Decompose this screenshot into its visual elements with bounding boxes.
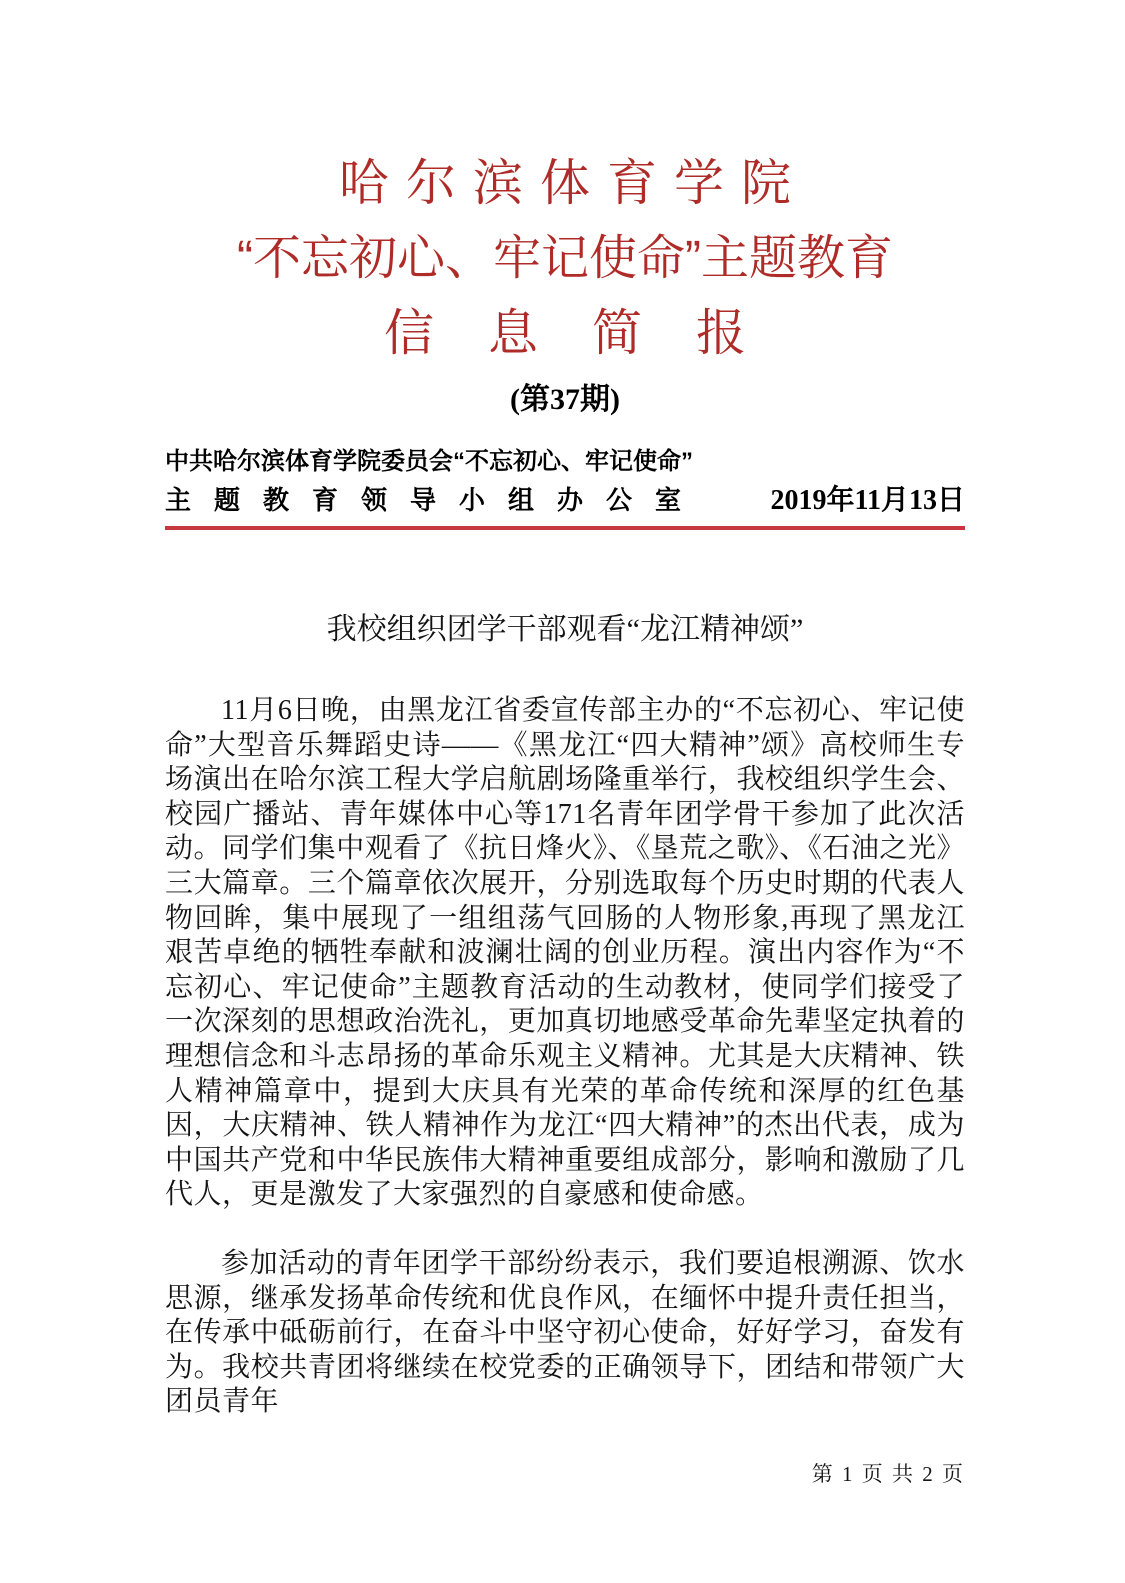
article-title: 我校组织团学干部观看“龙江精神颂” (326, 613, 804, 646)
issuing-office-name: 主题教育领导小组办公室 (165, 485, 705, 515)
article-paragraph-1: 11月6日晚，由黑龙江省委宣传部主办的“不忘初心、牢记使命”大型音乐舞蹈史诗——《黑龙江“四大精神”颂》高校师生专场演出在哈尔滨工程大学启航剧场隆重举行，我校组织学生会、校园广播站、青年媒体中心等171名青年团学骨干参加了此次活动。同学们集中观看了《抗日烽火》、《垦荒之歌》、《石油之光》三大篇章。三个篇章依次展开，分别选取每个历史时期的代表人物回眸，集中展现了一组组荡气回肠的人物形象,再现了黑龙江艰苦卓绝的牺牲奉献和波澜壮阔的创业历程。演出内容作为“不忘初心、牢记使命”主题教育活动的生动教材，使同学们接受了一次深刻的思想政治洗礼，更加真切地感受革命先辈坚定执着的理想信念和斗志昂扬的革命乐观主义精神。尤其是大庆精神、铁人精神篇章中，提到大庆具有光荣的革命传统和深厚的红色基因，大庆精神、铁人精神作为龙江“四大精神”的杰出代表，成为中国共产党和中华民族伟大精神重要组成部分，影响和激励了几代人，更是激发了大家强烈的自豪感和使命感。 (165, 695, 965, 1211)
document-title-line1: 哈尔滨体育学院 (339, 155, 808, 211)
article-body (165, 613, 965, 1420)
issuing-office-row (165, 484, 965, 517)
page-number: 第 1 页 共 2 页 (811, 1462, 965, 1486)
issuing-office-block (165, 447, 965, 530)
document-title-line2: “不忘初心、牢记使命”主题教育 (237, 232, 893, 285)
issue-date: 2019年11月13日 (770, 485, 965, 516)
document-title-line3: 信息简报 (384, 305, 800, 361)
issue-number: (第37期) (510, 383, 620, 416)
article-paragraph-2: 参加活动的青年团学干部纷纷表示，我们要追根溯源、饮水思源，继承发扬革命传统和优良作风，在缅怀中提升责任担当，在传承中砥砺前行，在奋斗中坚守初心使命，好好学习，奋发有为。我校共青团将继续在校党委的正确领导下，团结和带领广大团员青年 (165, 1247, 965, 1418)
document-header (165, 146, 965, 417)
article-paragraphs (165, 694, 965, 1420)
masthead-divider-rule (165, 526, 965, 530)
issuing-committee-line1: 中共哈尔滨体育学院委员会“不忘初心、牢记使命” (165, 448, 693, 475)
